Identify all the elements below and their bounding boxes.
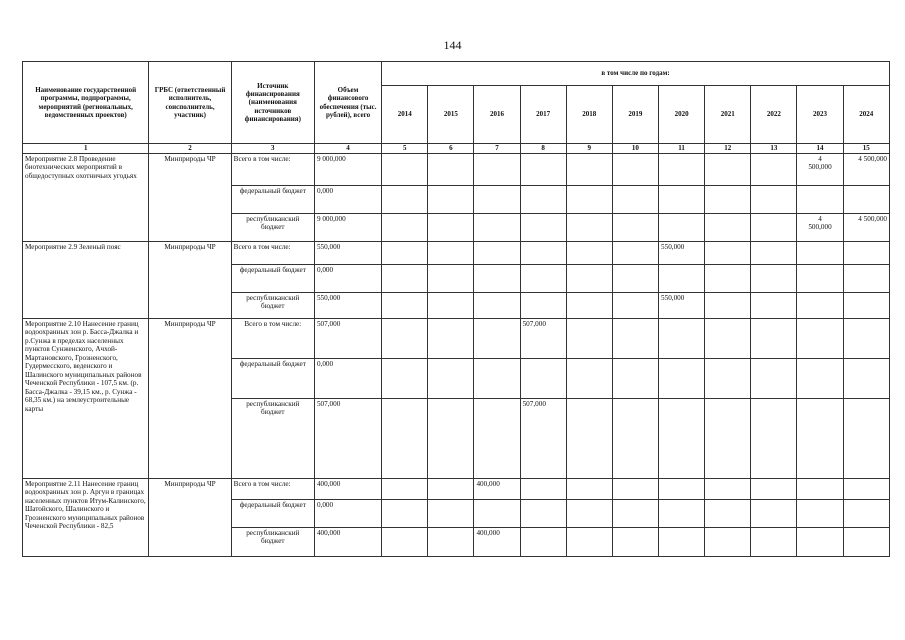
table-row (23, 154, 890, 186)
header-name: Наименование государственной программы, подпрограммы, мероприятий (региональных, ведомственных проектов) (23, 62, 149, 144)
header-years-caption: в том числе по годам: (382, 62, 890, 86)
volume-total: 9 000,000 (314, 214, 381, 242)
volume-total: 0,000 (314, 186, 381, 214)
source-total: Всего в том числе: (231, 319, 314, 359)
header-volume: Объем финансового обеспечения (тыс. рублей), всего (314, 62, 381, 144)
source-total: Всего в том числе: (231, 479, 314, 500)
value-part: 500,000 (808, 163, 832, 172)
column-number: 13 (751, 144, 797, 154)
year-2023-value (797, 154, 843, 186)
header-year: 2023 (797, 86, 843, 144)
header-year: 2014 (382, 86, 428, 144)
measure-name: Мероприятие 2.9 Зеленый пояс (23, 242, 149, 319)
volume-total: 9 000,000 (314, 154, 381, 186)
header-year: 2015 (428, 86, 474, 144)
year-2020-value: 550,000 (659, 293, 705, 319)
column-number: 6 (428, 144, 474, 154)
column-number: 3 (231, 144, 314, 154)
year-2017-value: 507,000 (520, 399, 566, 479)
financing-table (22, 61, 890, 557)
volume-total: 0,000 (314, 359, 381, 399)
column-number: 15 (843, 144, 889, 154)
column-number: 10 (612, 144, 658, 154)
table-row (23, 479, 890, 500)
column-number: 9 (566, 144, 612, 154)
year-2016-value: 400,000 (474, 479, 520, 500)
column-number: 4 (314, 144, 381, 154)
value-part: 4 (818, 215, 822, 223)
year-2016-value: 400,000 (474, 528, 520, 557)
header-year: 2018 (566, 86, 612, 144)
header-year: 2022 (751, 86, 797, 144)
volume-total: 507,000 (314, 399, 381, 479)
source-total: Всего в том числе: (231, 242, 314, 265)
column-number: 11 (659, 144, 705, 154)
measure-name: Мероприятие 2.11 Нанесение границ водоохранных зон р. Аргун в границах населенных пунктов Итум-Калинского, Шатойского, Шалинского и Грозненского муниципальных районов Чеченской Республики - 82,5 (23, 479, 149, 557)
source-republic: республиканский бюджет (231, 214, 314, 242)
value-part: 500,000 (808, 223, 832, 232)
year-2024-value: 4 500,000 (843, 154, 889, 186)
volume-total: 0,000 (314, 500, 381, 528)
volume-total: 0,000 (314, 265, 381, 293)
column-number: 8 (520, 144, 566, 154)
measure-name: Мероприятие 2.8 Проведение биотехнических мероприятий в общедоступных охотничьих угодьях (23, 154, 149, 242)
table-row (23, 319, 890, 359)
header-year: 2020 (659, 86, 705, 144)
measure-grbs: Минприроды ЧР (149, 319, 231, 479)
header-grbs: ГРБС (ответственный исполнитель, соисполнитель, участник) (149, 62, 231, 144)
page-number: 144 (443, 38, 462, 52)
measure-grbs: Минприроды ЧР (149, 154, 231, 242)
header-year: 2017 (520, 86, 566, 144)
volume-total: 400,000 (314, 479, 381, 500)
column-number: 5 (382, 144, 428, 154)
year-2017-value: 507,000 (520, 319, 566, 359)
value-part: 4 (818, 155, 822, 163)
header-year: 2024 (843, 86, 889, 144)
year-2023-value (797, 214, 843, 242)
year-2024-value: 4 500,000 (843, 214, 889, 242)
volume-total: 507,000 (314, 319, 381, 359)
header-year: 2021 (705, 86, 751, 144)
header-year: 2019 (612, 86, 658, 144)
year-2020-value: 550,000 (659, 242, 705, 265)
measure-grbs: Минприроды ЧР (149, 242, 231, 319)
source-federal: федеральный бюджет (231, 186, 314, 214)
column-number: 7 (474, 144, 520, 154)
volume-total: 400,000 (314, 528, 381, 557)
measure-name: Мероприятие 2.10 Нанесение границ водоохранных зон р. Басса-Джалка и р.Сунжа в пределах населенных пунктов Сунженского, Ачхой-Мартановского, Грозненского, Гудермесского, веденского и Шалинского муниципальных районов Чеченской Республики - 107,5 км. (р. Басса-Джалка - 39,15 км., р. Сунжа - 68,35 км.) на землеустроительные карты (23, 319, 149, 479)
source-republic: республиканский бюджет (231, 293, 314, 319)
source-federal: федеральный бюджет (231, 500, 314, 528)
table-row (23, 242, 890, 265)
source-republic: республиканский бюджет (231, 528, 314, 557)
source-federal: федеральный бюджет (231, 359, 314, 399)
column-number: 14 (797, 144, 843, 154)
header-year: 2016 (474, 86, 520, 144)
measure-grbs: Минприроды ЧР (149, 479, 231, 557)
source-republic: республиканский бюджет (231, 399, 314, 479)
volume-total: 550,000 (314, 293, 381, 319)
column-number: 1 (23, 144, 149, 154)
column-number: 12 (705, 144, 751, 154)
volume-total: 550,000 (314, 242, 381, 265)
column-number: 2 (149, 144, 231, 154)
header-source: Источник финансирования (наименования источников финансирования) (231, 62, 314, 144)
source-federal: федеральный бюджет (231, 265, 314, 293)
source-total: Всего в том числе: (231, 154, 314, 186)
